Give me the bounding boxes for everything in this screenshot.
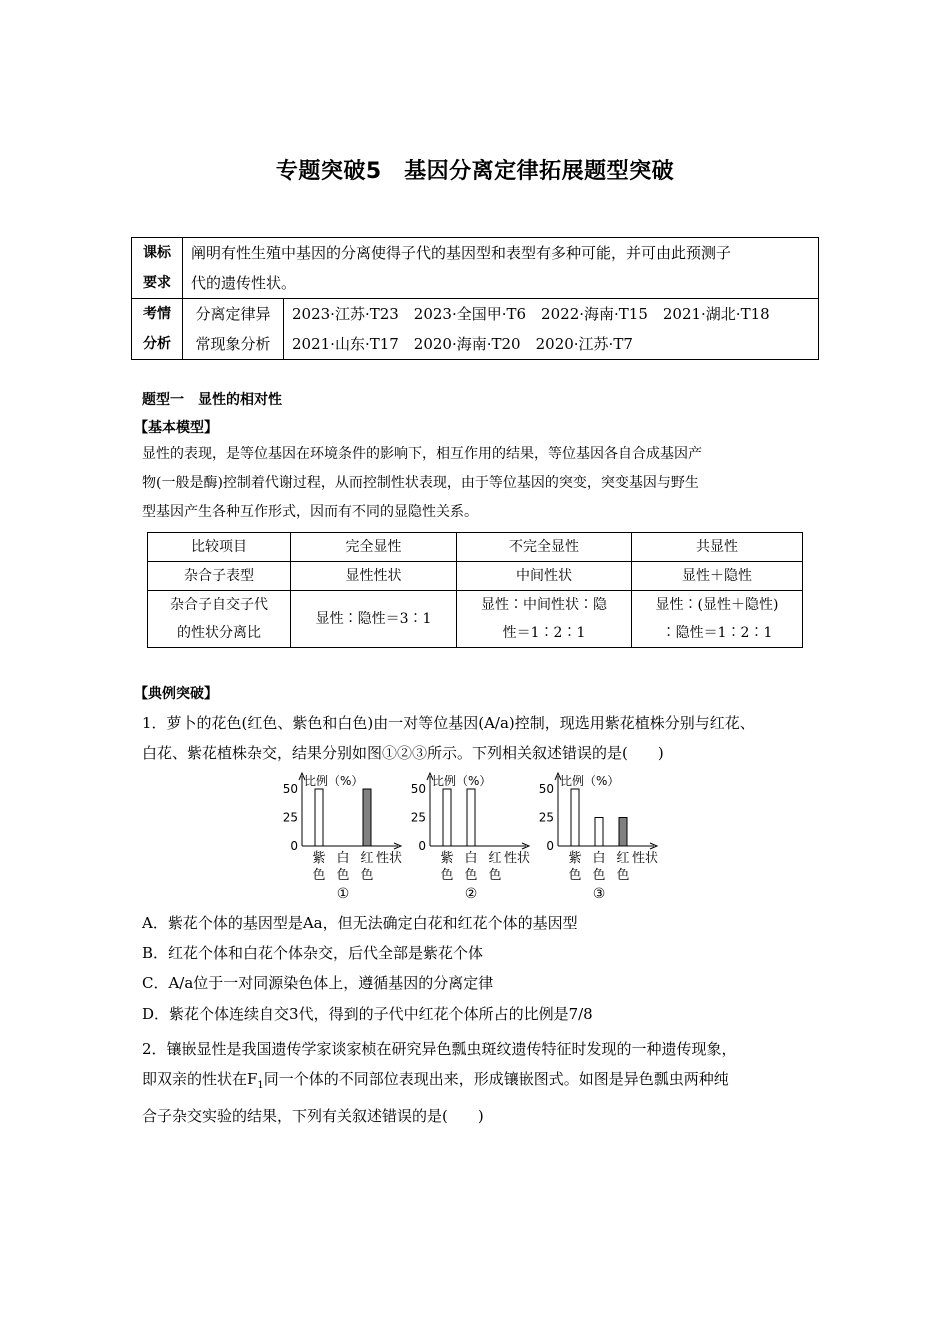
- y-axis-label: 比例（%）: [560, 774, 620, 788]
- option-c: C．A/a位于一对同源染色体上，遵循基因的分离定律: [142, 974, 494, 992]
- x-tick-label: 色: [336, 868, 350, 883]
- x-axis-label: 性状: [632, 851, 659, 866]
- curriculum-text: 阐明有性生殖中基因的分离使得子代的基因型和表型有多种可能，并可由此预测子 代的遗传性状。: [183, 238, 819, 299]
- x-tick-label: 白: [464, 851, 478, 866]
- info-table: [131, 237, 819, 360]
- y-tick-label: 50: [282, 782, 298, 796]
- page-title: 专题突破5 基因分离定律拓展题型突破: [275, 159, 675, 184]
- y-tick-label: 50: [538, 782, 554, 796]
- x-tick-label: 白: [592, 851, 606, 866]
- bar-charts-figure: [280, 768, 680, 908]
- y-tick-label: 0: [418, 839, 426, 853]
- x-axis-label: 性状: [504, 851, 531, 866]
- x-tick-label: 色: [312, 868, 326, 883]
- x-tick-label: 紫: [568, 851, 582, 866]
- type1-heading: 题型一 显性的相对性: [142, 392, 282, 408]
- exam-analysis-topic: 分离定律异 常现象分析: [183, 299, 284, 360]
- x-tick-label: 白: [336, 851, 350, 866]
- table-row: 杂合子自交子代 的性状分离比 显性∶隐性＝3∶1 显性∶中间性状∶隐 性＝1∶2∶1 显性∶(显性＋隐性) ∶隐性＝1∶2∶1: [148, 591, 803, 648]
- chart-number: ③: [592, 886, 606, 902]
- y-tick-label: 0: [546, 839, 554, 853]
- bar-白色: [467, 789, 475, 846]
- bar-红色: [619, 818, 627, 847]
- x-tick-label: 红: [360, 851, 374, 866]
- x-tick-label: 紫: [440, 851, 454, 866]
- y-tick-label: 50: [410, 782, 426, 796]
- x-tick-label: 紫: [312, 851, 326, 866]
- chart-number: ②: [464, 886, 478, 902]
- compare-table: [147, 532, 803, 648]
- y-tick-label: 25: [282, 810, 298, 825]
- example-heading: 【典例突破】: [134, 686, 218, 702]
- y-tick-label: 25: [538, 810, 554, 825]
- label-curriculum: 课标 要求: [132, 238, 183, 299]
- bar-紫色: [315, 789, 323, 846]
- basic-model-text: 显性的表现，是等位基因在环境条件的影响下，相互作用的结果，等位基因各自合成基因产 物(一般是酶)控制着代谢过程，从而控制性状表现，由于等位基因的突变，突变基因与野生 型基因产生各种互作形式，因而有不同的显隐性关系。: [142, 446, 702, 520]
- x-tick-label: 色: [616, 868, 630, 883]
- table-row: 杂合子表型 显性性状 中间性状 显性＋隐性: [148, 562, 803, 591]
- x-tick-label: 色: [568, 868, 582, 883]
- x-axis-label: 性状: [376, 851, 403, 866]
- table-row: 比较项目 完全显性 不完全显性 共显性: [148, 533, 803, 562]
- chart-number: ①: [336, 886, 350, 902]
- option-a: A．紫花个体的基因型是Aa，但无法确定白花和红花个体的基因型: [142, 914, 578, 932]
- question-1-text: 1．萝卜的花色(红色、紫色和白色)由一对等位基因(A/a)控制，现选用紫花植株分别与红花、 白花、紫花植株杂交，结果分别如图①②③所示。下列相关叙述错误的是( ): [142, 714, 755, 762]
- bar-白色: [595, 818, 603, 847]
- exam-analysis-sources: 2023·江苏·T23 2023·全国甲·T6 2022·海南·T15 2021·湖北·T18 2021·山东·T17 2020·海南·T20 2020·江苏·T7: [284, 299, 819, 360]
- option-b: B．红花个体和白花个体杂交，后代全部是紫花个体: [142, 944, 484, 962]
- y-tick-label: 25: [410, 810, 426, 825]
- y-axis-label: 比例（%）: [432, 774, 492, 788]
- label-exam-analysis: 考情 分析: [132, 299, 183, 360]
- option-d: D．紫花个体连续自交3代，得到的子代中红花个体所占的比例是7/8: [142, 1005, 593, 1023]
- x-tick-label: 色: [592, 868, 606, 883]
- basic-model-heading: 【基本模型】: [134, 420, 218, 436]
- x-tick-label: 色: [464, 868, 478, 883]
- bar-紫色: [443, 789, 451, 846]
- x-tick-label: 红: [488, 851, 502, 866]
- x-tick-label: 色: [440, 868, 454, 883]
- x-tick-label: 红: [616, 851, 630, 866]
- x-tick-label: 色: [488, 868, 502, 883]
- y-tick-label: 0: [290, 839, 298, 853]
- y-axis-label: 比例（%）: [304, 774, 364, 788]
- x-tick-label: 色: [360, 868, 374, 883]
- question-2-text: 2．镶嵌显性是我国遗传学家谈家桢在研究异色瓢虫斑纹遗传特征时发现的一种遗传现象， 即双亲的性状在$F_1$同一个体的不同部位表现出来，形成镶嵌图式。如图是异色瓢虫两种纯 合子杂交实验的结果，下列有关叙述错误的是( ): [142, 1040, 737, 1125]
- bar-紫色: [571, 789, 579, 846]
- bar-红色: [363, 789, 371, 846]
